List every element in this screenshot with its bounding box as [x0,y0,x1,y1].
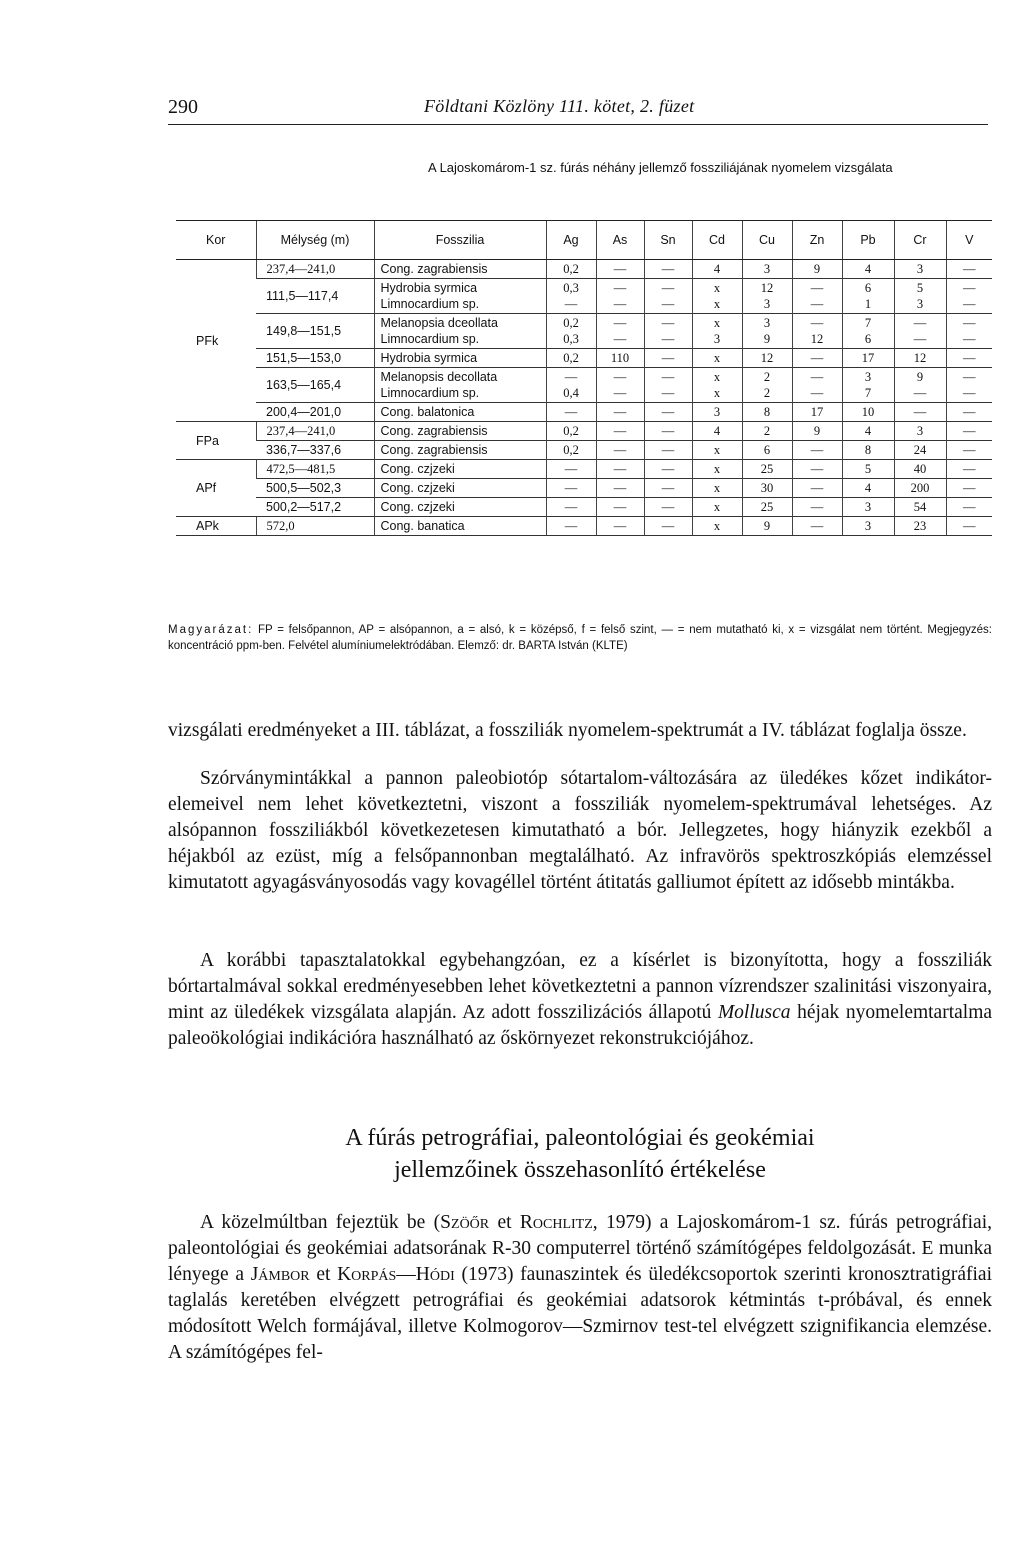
value-cell: — — [792,368,842,403]
value-cell: — [946,403,992,422]
running-header [168,96,988,125]
value-cell: 3 [692,403,742,422]
value-cell: — — [644,368,692,403]
value-cell: 110 [596,349,644,368]
fossil-cell: Cong. czjzeki [374,498,546,517]
value-cell: — [596,479,644,498]
table-row [176,279,992,314]
table-caption: A Lajoskomárom-1 sz. fúrás néhány jellemző fossziliájának nyomelem vizsgálata [428,160,893,175]
paragraph-1-text: vizsgálati eredményeket a III. táblázat, a fossziliák nyomelem-spektrumát a IV. táblázat foglalja össze. [168,720,967,741]
value-cell: 3 [894,422,946,441]
value-cell: x [692,349,742,368]
paragraph-3-text [168,948,992,1052]
table-row [176,441,992,460]
depth-cell: 163,5—165,4 [256,368,374,403]
value-cell: — — [596,368,644,403]
fossil-cell: Cong. banatica [374,517,546,536]
table-legend [168,622,992,654]
depth-cell: 237,4—241,0 [256,260,374,279]
depth-cell: 336,7—337,6 [256,441,374,460]
value-cell: 8 [842,441,894,460]
value-cell: — [792,460,842,479]
value-cell: — [644,441,692,460]
column-header: Sn [644,221,692,260]
table-row [176,403,992,422]
taxon-mollusca: Mollusca [717,1002,791,1023]
p4-part-2: et [489,1212,520,1233]
value-cell: x [692,479,742,498]
value-cell: x [692,498,742,517]
value-cell: 4 [692,422,742,441]
column-header: Ag [546,221,596,260]
age-cell: PFk [176,260,256,422]
value-cell: 25 [742,460,792,479]
value-cell: — [946,498,992,517]
column-header: Pb [842,221,894,260]
depth-cell: 237,4—241,0 [256,422,374,441]
fossil-cell: Cong. czjzeki [374,460,546,479]
value-cell: — [792,349,842,368]
table-header-row [176,221,992,260]
author-jambor: Jámbor [250,1264,310,1285]
value-cell: 3 7 [842,368,894,403]
value-cell: 2 [742,422,792,441]
fossil-cell: Melanopsia dceollata Limnocardium sp. [374,314,546,349]
value-cell: 3 9 [742,314,792,349]
value-cell: x [692,460,742,479]
value-cell: 7 6 [842,314,894,349]
fossil-cell: Cong. zagrabiensis [374,441,546,460]
value-cell: — [946,517,992,536]
depth-cell: 149,8—151,5 [256,314,374,349]
value-cell: 17 [792,403,842,422]
value-cell: 9 [792,422,842,441]
value-cell: 3 [742,260,792,279]
value-cell: — [546,479,596,498]
value-cell: — [596,498,644,517]
value-cell: — [596,260,644,279]
p4-part-1: A közelmúltban fejeztük be ( [200,1212,441,1233]
paragraph-1 [168,718,992,744]
value-cell: 5 3 [894,279,946,314]
trace-element-table [176,220,992,536]
value-cell: x [692,517,742,536]
table-row [176,517,992,536]
value-cell: 9 [742,517,792,536]
value-cell: 0,2 [546,349,596,368]
column-header: Fosszilia [374,221,546,260]
value-cell: 4 [692,260,742,279]
paragraph-3-part-b: héjak nyomelemtartalma paleoökológiai indikációra használható az őskörnyezet rekonstrukciójához. [168,1002,993,1049]
column-header: As [596,221,644,260]
value-cell: — [946,460,992,479]
value-cell: x 3 [692,314,742,349]
fossil-cell: Melanopsis decollata Limnocardium sp. [374,368,546,403]
value-cell: — [546,403,596,422]
fossil-cell: Cong. balatonica [374,403,546,422]
value-cell: — — [946,314,992,349]
column-header: Cd [692,221,742,260]
value-cell: — [596,422,644,441]
value-cell: — [644,517,692,536]
section-heading-line-1: A fúrás petrográfiai, paleontológiai és geokémiai [345,1125,815,1151]
value-cell: 0,2 [546,441,596,460]
depth-cell: 572,0 [256,517,374,536]
depth-cell: 200,4—201,0 [256,403,374,422]
value-cell: 200 [894,479,946,498]
p4-part-4: et [309,1264,338,1285]
value-cell: 6 [742,441,792,460]
value-cell: — — [596,279,644,314]
value-cell: — [546,460,596,479]
value-cell: — [596,403,644,422]
value-cell: — 12 [792,314,842,349]
value-cell: x x [692,368,742,403]
value-cell: — [946,349,992,368]
value-cell: 3 [842,517,894,536]
value-cell: 4 [842,422,894,441]
value-cell: — [596,517,644,536]
value-cell: 9 — [894,368,946,403]
value-cell: — [644,479,692,498]
value-cell: — [596,460,644,479]
paragraph-3 [168,948,992,1052]
legend-label: Magyarázat: [168,624,254,636]
fossil-cell: Cong. zagrabiensis [374,260,546,279]
value-cell: 25 [742,498,792,517]
value-cell: — [894,403,946,422]
value-cell: 12 [742,349,792,368]
value-cell: — [596,441,644,460]
value-cell: — — [894,314,946,349]
value-cell: — — [596,314,644,349]
paragraph-4-text [168,1210,992,1366]
p4-part-5: (1973) faunaszintek és üledékcsoportok szerinti kronosztratigráfiai taglalás keretében elvégzett petrográfiai és geokémiai adatsorok kétmintás t-próbával, és ennek módosított Welch formájával, illetve Kolmogorov—Szmirnov test-tel elvégzett szignifikancia elemzése. A számítógépes fel- [168,1264,993,1363]
value-cell: 12 [894,349,946,368]
author-szoor: Szöőr [440,1212,490,1233]
value-cell: 9 [792,260,842,279]
section-heading [168,1122,992,1186]
value-cell: 6 1 [842,279,894,314]
value-cell: x x [692,279,742,314]
paragraph-2 [168,766,992,896]
author-rochlitz: Rochlitz [519,1212,593,1233]
age-cell: APf [176,460,256,517]
table-row [176,498,992,517]
value-cell: — [546,498,596,517]
value-cell: 12 3 [742,279,792,314]
value-cell: — [946,441,992,460]
table-row [176,479,992,498]
value-cell: — [792,517,842,536]
value-cell: 4 [842,260,894,279]
depth-cell: 500,5—502,3 [256,479,374,498]
value-cell: — [792,441,842,460]
column-header: Mélység (m) [256,221,374,260]
section-heading-line-2: jellemzőinek összehasonlító értékelése [394,1157,766,1183]
value-cell: — [546,517,596,536]
value-cell: 3 [894,260,946,279]
depth-cell: 500,2—517,2 [256,498,374,517]
table-row [176,314,992,349]
column-header: Cr [894,221,946,260]
column-header: Zn [792,221,842,260]
value-cell: — [644,349,692,368]
journal-title: Földtani Közlöny 111. kötet, 2. füzet [424,96,695,116]
value-cell: 17 [842,349,894,368]
value-cell: 0,2 [546,260,596,279]
value-cell: x [692,441,742,460]
value-cell: 0,2 0,3 [546,314,596,349]
value-cell: 0,2 [546,422,596,441]
value-cell: 0,3 — [546,279,596,314]
column-header: Cu [742,221,792,260]
author-korpas-hodi: Korpás—Hódi [337,1264,455,1285]
value-cell: 24 [894,441,946,460]
value-cell: — — [946,368,992,403]
paragraph-3-part-a: A korábbi tapasztalatokkal egybehangzóan, ez a kísérlet is bizonyította, hogy a fossziliák bórtartalmával sokkal eredményesebben lehet következtetni a pannon vízrendszer szalinitási viszonyaira, mint az üledékek vizsgálata alapján. Az adott fosszilizációs állapotú [168,950,992,1023]
value-cell: 40 [894,460,946,479]
value-cell: — — [946,279,992,314]
fossil-cell: Hydrobia syrmica [374,349,546,368]
p4-part-3: , 1979) a Lajoskomárom-1 sz. fúrás petrográfiai, paleontológiai és geokémiai adatsorának R-30 computerrel történő számítógépes feldolgozását. E munka lényege a [168,1212,992,1285]
table-row [176,460,992,479]
table-row [176,260,992,279]
fossil-cell: Hydrobia syrmica Limnocardium sp. [374,279,546,314]
depth-cell: 151,5—153,0 [256,349,374,368]
value-cell: — — [792,279,842,314]
value-cell: — [644,403,692,422]
paragraph-2-text: Szórványmintákkal a pannon paleobiotóp sótartalom-változására az üledékes kőzet indikátor-elemeivel nem lehet következtetni, viszont a fossziliák nyomelem-spektrumával lehetséges. Az alsópannon fossziliákból következetesen kimutatható a bór. Jellegzetes, hogy hiányzik ezekből a héjakból az ezüst, míg a felsőpannonban megtalálható. Az infravörös spektroszkópiás elemzéssel kimutatott agyagásványosodás vagy kovagéllel történt átitatás galliumot épített az idősebb mintákba. [168,768,992,893]
value-cell: — — [644,279,692,314]
value-cell: — [644,422,692,441]
fossil-cell: Cong. zagrabiensis [374,422,546,441]
value-cell: — [644,460,692,479]
value-cell: — [644,498,692,517]
value-cell: 5 [842,460,894,479]
value-cell: — [644,260,692,279]
table-row [176,422,992,441]
column-header: Kor [176,221,256,260]
depth-cell: 111,5—117,4 [256,279,374,314]
value-cell: 10 [842,403,894,422]
value-cell: — [792,498,842,517]
value-cell: — [792,479,842,498]
value-cell: 2 2 [742,368,792,403]
value-cell: — 0,4 [546,368,596,403]
value-cell: 30 [742,479,792,498]
depth-cell: 472,5—481,5 [256,460,374,479]
value-cell: 8 [742,403,792,422]
value-cell: 3 [842,498,894,517]
table-row [176,349,992,368]
value-cell: 4 [842,479,894,498]
fossil-cell: Cong. czjzeki [374,479,546,498]
age-cell: APk [176,517,256,536]
value-cell: — [946,422,992,441]
table-body [176,260,992,536]
value-cell: 54 [894,498,946,517]
age-cell: FPa [176,422,256,460]
table-row [176,368,992,403]
paragraph-4 [168,1210,992,1366]
legend-text: FP = felsőpannon, AP = alsópannon, a = alsó, k = középső, f = felső szint, — = nem mutatható ki, x = vizsgálat nem történt. Megjegyzés: koncentráció ppm-ben. Felvétel alumíniumelektródában. Elemző: dr. BARTA István (KLTE) [168,624,992,652]
column-header: V [946,221,992,260]
value-cell: — [946,479,992,498]
value-cell: 23 [894,517,946,536]
page-number: 290 [168,96,198,118]
value-cell: — — [644,314,692,349]
value-cell: — [946,260,992,279]
